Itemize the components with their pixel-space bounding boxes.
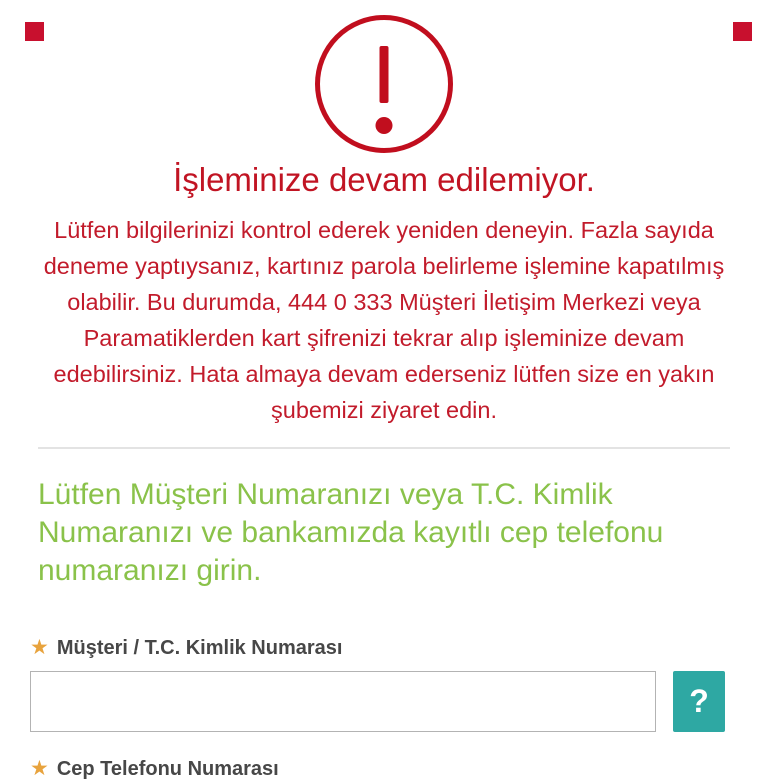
corner-marker-left — [25, 22, 44, 41]
help-button[interactable]: ? — [673, 671, 725, 732]
customer-id-label-row — [30, 636, 738, 660]
alert-message: Lütfen bilgilerinizi kontrol ederek yeniden deneyin. Fazla sayıda deneme yaptıysanız, kartınız parola belirleme işlemine kapatılmış olabilir. Bu durumda, 444 0 333 Müşteri İletişim Merkezi veya Paramatiklerden kart şifrenizi tekrar alıp işleminize devam edebilirsiniz. Hata almaya devam ederseniz lütfen size en yakın şubemizi ziyaret edin. — [43, 217, 725, 423]
phone-label: Cep Telefonu Numarası — [56, 758, 279, 780]
page — [0, 15, 768, 783]
corner-marker-right — [733, 22, 752, 41]
customer-id-input[interactable] — [30, 671, 656, 732]
customer-id-label: Müşteri / T.C. Kimlik Numarası — [56, 637, 343, 659]
exclamation-circle-icon — [315, 15, 453, 153]
required-star-icon: ★ — [30, 757, 49, 780]
phone-label-row — [30, 757, 738, 781]
section-divider — [38, 447, 730, 449]
exclamation-bar — [380, 46, 389, 103]
form-instruction: Lütfen Müşteri Numaranızı veya T.C. Kimlik Numaranızı ve bankamızda kayıtlı cep telefonu numaranızı girin. — [38, 478, 664, 587]
customer-id-input-row — [30, 671, 738, 732]
required-star-icon: ★ — [30, 636, 49, 659]
exclamation-dot — [376, 117, 393, 134]
alert-title: İşleminize devam edilemiyor. — [173, 161, 595, 198]
